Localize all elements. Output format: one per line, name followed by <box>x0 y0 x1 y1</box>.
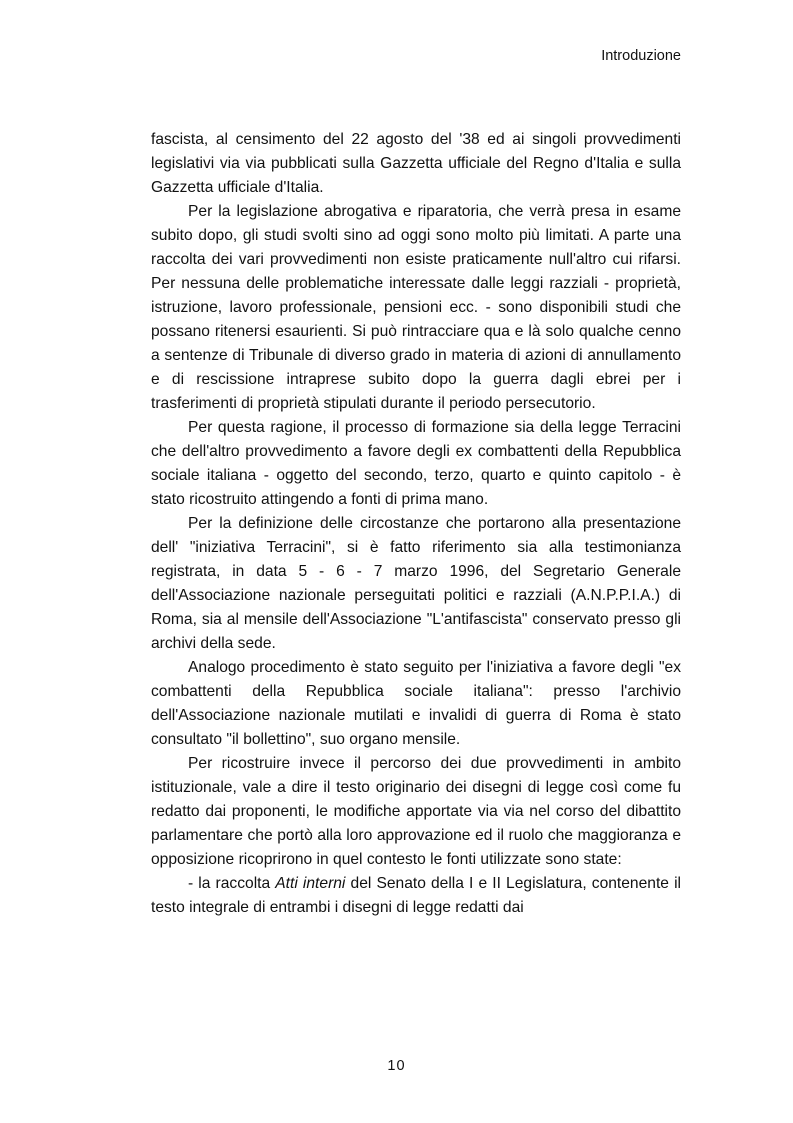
page-number: 10 <box>387 1058 406 1074</box>
paragraph: Per la definizione delle circostanze che portarono alla presentazione dell' "iniziativa Terracini", si è fatto riferimento sia alla testimonianza registrata, in data 5 - 6 - 7 marzo 1996, del Segretario Generale dell'Associazione nazionale perseguitati politici e razziali (A.N.P.P.I.A.) di Roma, sia al mensile dell'Associazione "L'antifascista" conservato presso gli archivi della sede. <box>151 515 681 652</box>
paragraph: Per ricostruire invece il percorso dei due provvedimenti in ambito istituzionale, vale a dire il testo originario dei disegni di legge così come fu redatto dai proponenti, le modifiche apportate via via nel corso del dibattito parlamentare che portò alla loro approvazione ed il ruolo che maggioranza e opposizione ricoprirono in quel contesto le fonti utilizzate sono state: <box>151 755 681 868</box>
paragraph: fascista, al censimento del 22 agosto del '38 ed ai singoli provvedimenti legislativi via via pubblicati sulla Gazzetta ufficiale del Regno d'Italia e sulla Gazzetta ufficiale d'Italia. <box>151 131 681 196</box>
paragraph: Per questa ragione, il processo di formazione sia della legge Terracini che dell'altro provvedimento a favore degli ex combattenti della Repubblica sociale italiana - oggetto del secondo, terzo, quarto e quinto capitolo - è stato ricostruito attingendo a fonti di prima mano. <box>151 419 681 508</box>
paragraph: Per la legislazione abrogativa e riparatoria, che verrà presa in esame subito dopo, gli studi svolti sino ad oggi sono molto più limitati. A parte una raccolta dei vari provvedimenti non esiste praticamente null'altro cui rifarsi. Per nessuna delle problematiche interessate dalle leggi razziali - proprietà, istruzione, lavoro professionale, pensioni ecc. - sono disponibili studi che possano ritenersi esaurienti. Si può rintracciare qua e là solo qualche cenno a sentenze di Tribunale di diverso grado in materia di azioni di annullamento e di rescissione intraprese subito dopo la guerra dagli ebrei per i trasferimenti di proprietà stipulati durante il periodo persecutorio. <box>151 203 681 412</box>
paragraph-prefix: - la raccolta <box>188 875 276 892</box>
body-text <box>151 128 681 920</box>
paragraph: Analogo procedimento è stato seguito per l'iniziativa a favore degli "ex combattenti della Repubblica sociale italiana": presso l'archivio dell'Associazione nazionale mutilati e invalidi di guerra di Roma è stato consultato "il bollettino", suo organo mensile. <box>151 659 681 748</box>
paragraph-suffix: del Senato della I e II Legislatura, contenente il testo integrale di entrambi i disegni di legge redatti dai <box>151 875 681 916</box>
page-header: Introduzione <box>601 48 681 64</box>
italic-title: Atti interni <box>275 875 346 892</box>
paragraph-last <box>151 872 681 920</box>
